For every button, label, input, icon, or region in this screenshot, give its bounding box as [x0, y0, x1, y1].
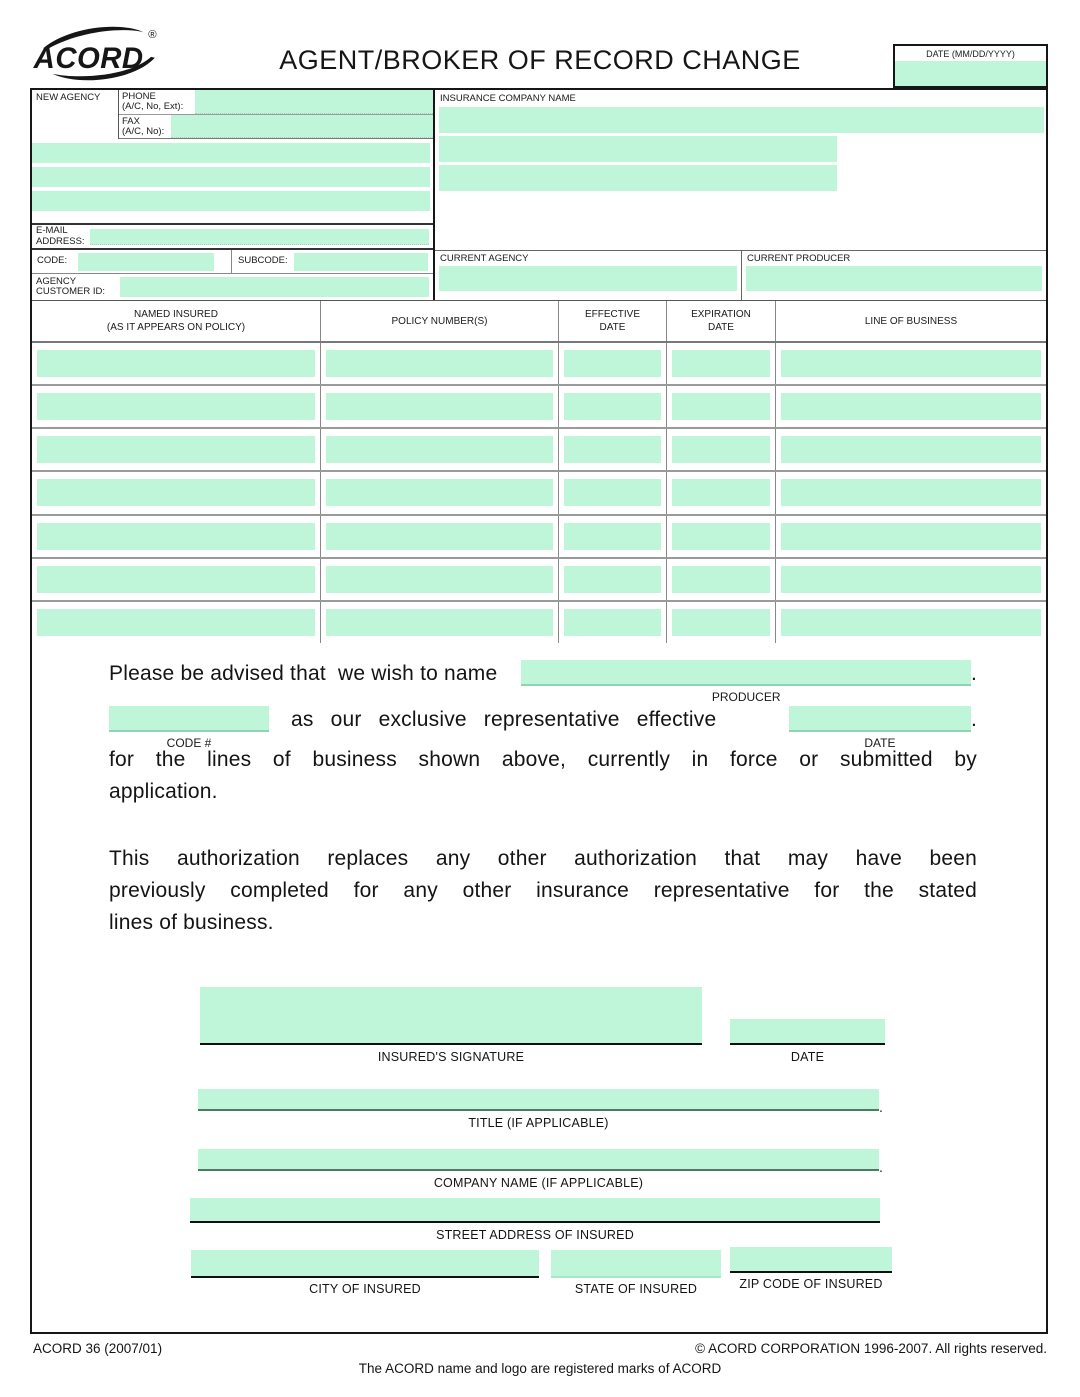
new-agency-name-input[interactable] [32, 143, 430, 163]
new-agency-row [32, 90, 433, 139]
paragraph2-line-3: lines of business. [109, 911, 274, 934]
insurance-company-section [435, 90, 1046, 300]
column-header-named-insured: NAMED INSURED (AS IT APPEARS ON POLICY) [106, 309, 246, 333]
agency-customer-id-row [32, 273, 433, 300]
statement-period: . [970, 708, 977, 731]
fax-label: FAX (A/C, No): [122, 115, 165, 137]
policy-row-4-line-of-business-input[interactable] [781, 479, 1041, 506]
policy-row-2-expiration-date-input[interactable] [672, 393, 770, 420]
policy-row-6-effective-date-input[interactable] [564, 566, 661, 593]
email-row [32, 223, 433, 248]
title-label: TITLE (IF APPLICABLE) [468, 1116, 609, 1130]
copyright-notice: © ACORD CORPORATION 1996-2007. All rights reserved. [695, 1341, 1047, 1356]
producer-field [521, 660, 971, 704]
code-subcode-row [32, 248, 433, 273]
policy-row-7-effective-date-input[interactable] [564, 609, 661, 636]
policy-row-1-line-of-business-input[interactable] [781, 350, 1041, 377]
phone-label: PHONE (A/C, No, Ext): [122, 91, 184, 113]
subcode-cell [232, 250, 433, 273]
statement-intro-text: Please be advised that we wish to name [109, 662, 498, 685]
statement-line-2 [109, 702, 977, 750]
phone-row [119, 90, 433, 115]
policy-row-2-effective-date-input[interactable] [564, 393, 661, 420]
fax-input[interactable] [171, 115, 433, 139]
policy-row-1-effective-date-input[interactable] [564, 350, 661, 377]
table-row [32, 602, 1046, 643]
statement-section [32, 643, 1046, 1332]
city-input[interactable] [191, 1250, 539, 1278]
policy-row-1-policy-number-input[interactable] [326, 350, 553, 377]
code-field-label: CODE # [166, 736, 212, 750]
column-header-effective-date: EFFECTIVE DATE [558, 301, 666, 341]
policy-row-5-line-of-business-input[interactable] [781, 523, 1041, 550]
street-address-input[interactable] [190, 1198, 880, 1223]
statement-middle-text: as our exclusive representative effective [291, 708, 717, 731]
agency-customer-id-label: AGENCY CUSTOMER ID: [36, 275, 105, 297]
replacement-paragraph [109, 847, 977, 943]
agency-customer-id-input[interactable] [120, 277, 429, 297]
email-address-label: E-MAIL ADDRESS: [36, 225, 85, 247]
statement-line-3: for the lines of business shown above, currently in force or submitted by [109, 748, 977, 771]
phone-fax-column [118, 90, 433, 139]
paragraph2-line-1: This authorization replaces any other authorization that may have been [109, 847, 977, 870]
policy-row-5-effective-date-input[interactable] [564, 523, 661, 550]
table-row [32, 472, 1046, 515]
code-cell [32, 250, 232, 273]
insureds-signature-label: INSURED'S SIGNATURE [377, 1050, 525, 1064]
column-header-expiration-date: EXPIRATION DATE [666, 301, 775, 341]
statement-period: . [970, 662, 977, 685]
producer-name-input[interactable] [521, 660, 971, 686]
new-agency-address-line-2-input[interactable] [32, 191, 430, 211]
producer-field-label: PRODUCER [711, 690, 781, 704]
policy-row-4-expiration-date-input[interactable] [672, 479, 770, 506]
table-row [32, 559, 1046, 602]
policy-row-5-expiration-date-input[interactable] [672, 523, 770, 550]
city-label: CITY OF INSURED [309, 1282, 421, 1296]
producer-code-input[interactable] [109, 706, 269, 732]
footer-row-1 [33, 1341, 1047, 1356]
street-address-label: STREET ADDRESS OF INSURED [436, 1228, 634, 1242]
policy-row-2-policy-number-input[interactable] [326, 393, 553, 420]
insurance-company-name-label: INSURANCE COMPANY NAME [440, 93, 576, 104]
policy-row-6-policy-number-input[interactable] [326, 566, 553, 593]
current-producer-cell [742, 251, 1046, 300]
insurance-company-address-line-2-input[interactable] [439, 165, 837, 191]
company-name-label: COMPANY NAME (IF APPLICABLE) [433, 1176, 644, 1190]
subcode-label: SUBCODE: [238, 255, 288, 267]
top-section [32, 90, 1046, 300]
policy-row-3-effective-date-input[interactable] [564, 436, 661, 463]
policy-row-5-policy-number-input[interactable] [326, 523, 553, 550]
effective-date-input[interactable] [789, 706, 971, 732]
policy-row-3-expiration-date-input[interactable] [672, 436, 770, 463]
code-label: CODE: [37, 255, 68, 267]
state-input[interactable] [551, 1250, 721, 1278]
zip-code-label: ZIP CODE OF INSURED [739, 1277, 883, 1291]
current-agency-cell [435, 251, 742, 300]
trademark-notice: The ACORD name and logo are registered marks of ACORD [358, 1361, 722, 1376]
fax-row [119, 115, 433, 140]
policy-row-4-policy-number-input[interactable] [326, 479, 553, 506]
new-agency-label: NEW AGENCY [36, 92, 101, 103]
current-producer-input[interactable] [746, 266, 1042, 291]
policy-table-header [32, 301, 1046, 343]
policy-row-6-line-of-business-input[interactable] [781, 566, 1041, 593]
authorization-paragraph [109, 656, 977, 812]
paragraph2-line-2: previously completed for any other insurance representative for the stated [109, 879, 977, 902]
policy-row-1-named-insured-input[interactable] [37, 350, 315, 377]
form-date-label: DATE (MM/DD/YYYY) [926, 49, 1015, 59]
state-label: STATE OF INSURED [574, 1282, 698, 1296]
current-producer-label: CURRENT PRODUCER [747, 253, 851, 264]
right-column-spacer [435, 191, 1046, 250]
policy-row-7-policy-number-input[interactable] [326, 609, 553, 636]
form-number: ACORD 36 (2007/01) [33, 1341, 163, 1356]
page-title: AGENT/BROKER OF RECORD CHANGE [279, 45, 801, 75]
table-row [32, 516, 1046, 559]
policy-row-4-named-insured-input[interactable] [37, 479, 315, 506]
policy-row-7-expiration-date-input[interactable] [672, 609, 770, 636]
current-agency-label: CURRENT AGENCY [440, 253, 529, 264]
form-date-input[interactable] [895, 61, 1046, 86]
form-body [30, 88, 1048, 1334]
table-row [32, 429, 1046, 472]
zip-code-input[interactable] [730, 1247, 892, 1273]
left-column-spacer [32, 211, 433, 223]
column-header-policy-numbers: POLICY NUMBER(S) [320, 301, 558, 341]
title-input[interactable] [198, 1089, 884, 1115]
date-field-label: DATE [864, 736, 896, 750]
statement-line-1 [109, 656, 977, 704]
policy-table [32, 300, 1046, 643]
policy-row-1-expiration-date-input[interactable] [672, 350, 770, 377]
insurance-company-address-line-1-input[interactable] [439, 136, 837, 162]
policy-row-3-policy-number-input[interactable] [326, 436, 553, 463]
policy-row-6-named-insured-input[interactable] [37, 566, 315, 593]
policy-row-4-effective-date-input[interactable] [564, 479, 661, 506]
logo-text: ACORD [33, 42, 144, 76]
agency-code-input[interactable] [78, 253, 214, 271]
new-agency-section [32, 90, 435, 300]
policy-row-2-line-of-business-input[interactable] [781, 393, 1041, 420]
code-number-field [109, 706, 269, 750]
phone-input[interactable] [195, 90, 433, 114]
form-date-box [893, 44, 1048, 88]
insurance-company-name-input[interactable] [439, 107, 1044, 133]
title-trailing-period: . [879, 1099, 884, 1115]
company-trailing-period: . [879, 1159, 884, 1175]
effective-date-field [789, 706, 971, 750]
email-address-input[interactable] [90, 229, 429, 245]
policy-row-2-named-insured-input[interactable] [37, 393, 315, 420]
signature-date-label: DATE [790, 1050, 825, 1064]
registered-mark: ® [148, 28, 157, 41]
policy-row-6-expiration-date-input[interactable] [672, 566, 770, 593]
current-agency-producer-row [435, 250, 1046, 300]
statement-line-4: application. [109, 780, 218, 803]
policy-row-5-named-insured-input[interactable] [37, 523, 315, 550]
new-agency-address-line-1-input[interactable] [32, 167, 430, 187]
policy-row-3-line-of-business-input[interactable] [781, 436, 1041, 463]
policy-row-7-line-of-business-input[interactable] [781, 609, 1041, 636]
signature-date-input[interactable] [730, 1019, 885, 1045]
policy-row-7-named-insured-input[interactable] [37, 609, 315, 636]
company-name-input[interactable] [198, 1149, 884, 1175]
insured-signature-input[interactable] [200, 987, 702, 1045]
agency-subcode-input[interactable] [294, 253, 428, 271]
current-agency-input[interactable] [439, 266, 737, 291]
policy-row-3-named-insured-input[interactable] [37, 436, 315, 463]
column-header-line-of-business: LINE OF BUSINESS [775, 301, 1046, 341]
table-row [32, 343, 1046, 386]
table-row [32, 386, 1046, 429]
